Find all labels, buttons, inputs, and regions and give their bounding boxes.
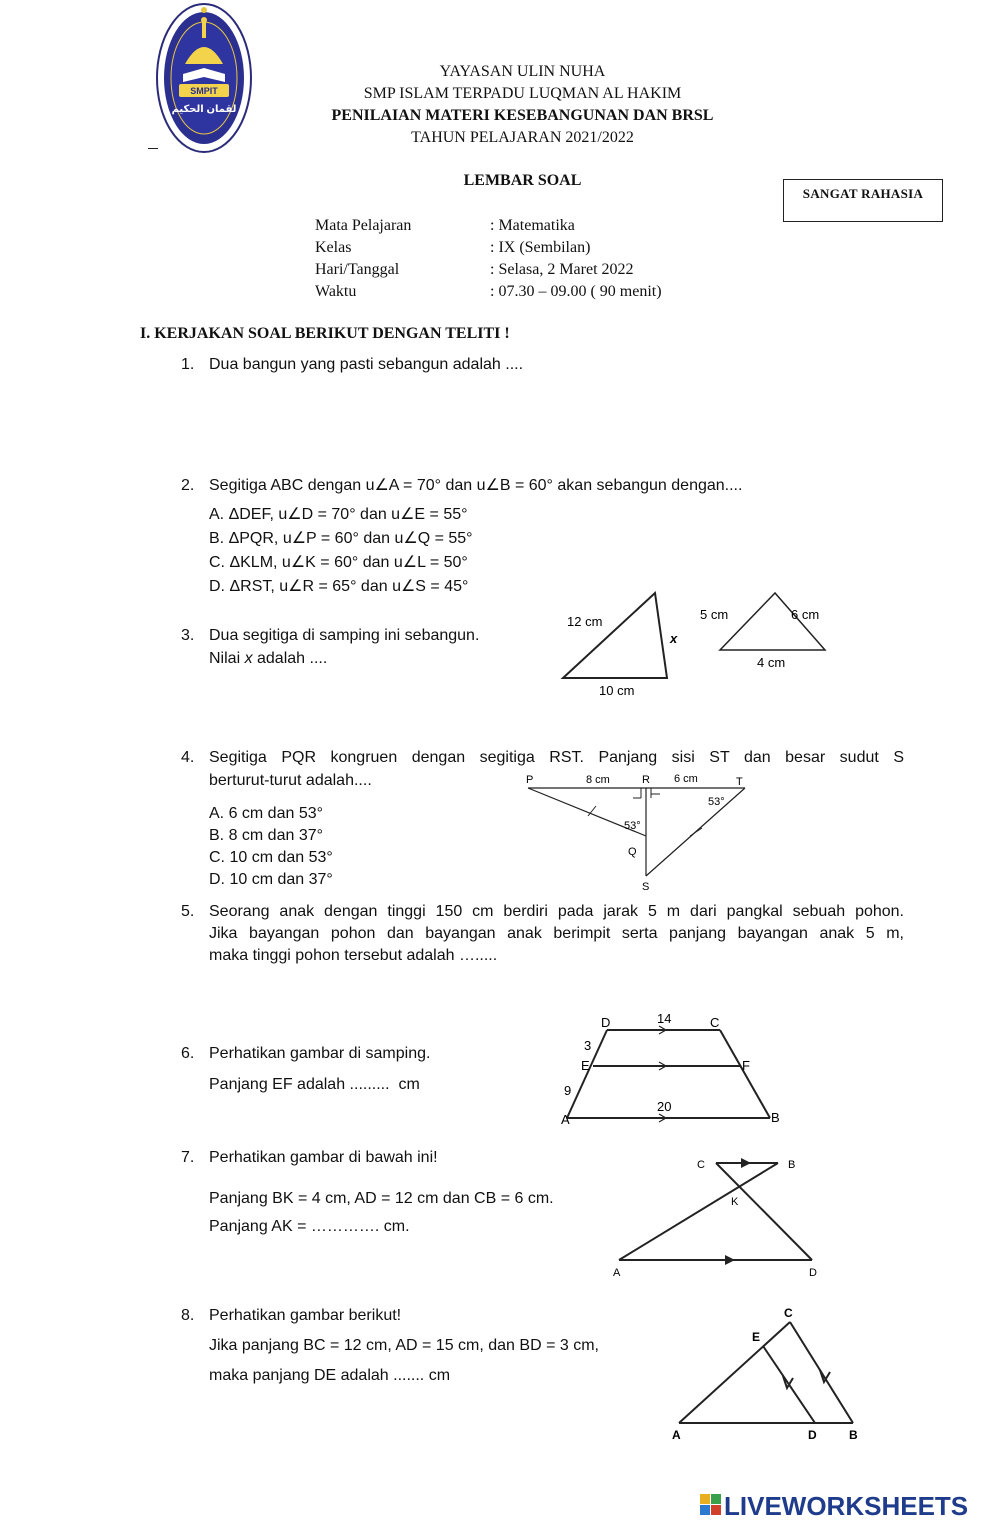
q8-label-d: D bbox=[808, 1428, 817, 1442]
question-4-option: B. 8 cm dan 37° bbox=[209, 827, 324, 844]
q8-label-c: C bbox=[784, 1306, 793, 1320]
info-value: : 07.30 – 09.00 ( 90 menit) bbox=[490, 283, 662, 300]
info-row bbox=[315, 237, 735, 259]
question-8-figure bbox=[665, 1300, 870, 1445]
logo-arabic-text: لقمان الحكيم bbox=[171, 104, 237, 115]
liveworksheets-text: LIVEWORKSHEETS bbox=[724, 1491, 969, 1521]
logo-banner-text: SMPIT bbox=[190, 86, 218, 96]
q4-label-rt: 6 cm bbox=[674, 773, 698, 785]
question-4-figure bbox=[520, 768, 760, 898]
q6-label-b: B bbox=[771, 1110, 780, 1125]
question-2-option: D. ΔRST, u∠R = 65° dan u∠S = 45° bbox=[209, 578, 469, 595]
question-6-figure bbox=[555, 1008, 795, 1130]
q4-angle-q: 53° bbox=[624, 820, 641, 832]
question-2-option: B. ΔPQR, u∠P = 60° dan u∠Q = 55° bbox=[209, 530, 473, 547]
q8-label-e: E bbox=[752, 1330, 761, 1344]
question-3-text-2 bbox=[209, 648, 327, 670]
q3-right-right-label: 6 cm bbox=[791, 607, 820, 622]
question-2-option: A. ΔDEF, u∠D = 70° dan u∠E = 55° bbox=[209, 506, 468, 523]
question-5-line: Seorang anak dengan tinggi 150 cm berdiri pada jarak 5 m dari pangkal sebuah pohon. bbox=[209, 903, 904, 920]
confidential-badge-text: SANGAT RAHASIA bbox=[802, 186, 924, 201]
question-1-text: Dua bangun yang pasti sebangun adalah .... bbox=[209, 356, 524, 373]
school-name: SMP ISLAM TERPADU LUQMAN AL HAKIM bbox=[363, 85, 682, 102]
q6-label-f: F bbox=[742, 1058, 750, 1073]
question-3-number: 3. bbox=[181, 627, 195, 644]
question-4-number: 4. bbox=[181, 749, 195, 766]
info-value: : Matematika bbox=[490, 217, 575, 234]
q4-angle-t: 53° bbox=[708, 796, 725, 808]
question-5-line: Jika bayangan pohon dan bayangan anak berimpit serta panjang bayangan anak 5 m, bbox=[209, 925, 904, 942]
question-3-figure bbox=[555, 585, 845, 700]
info-row bbox=[315, 281, 735, 303]
info-value: : Selasa, 2 Maret 2022 bbox=[490, 261, 634, 278]
q6-label-de: 3 bbox=[584, 1038, 592, 1053]
q3-right-left-label: 5 cm bbox=[700, 607, 729, 622]
q7-label-a: A bbox=[613, 1267, 621, 1279]
confidential-badge bbox=[783, 179, 943, 222]
q6-label-e: E bbox=[581, 1058, 590, 1073]
q4-label-pr: 8 cm bbox=[586, 774, 610, 786]
section-title: I. KERJAKAN SOAL BERIKUT DENGAN TELITI ! bbox=[140, 325, 510, 342]
question-6-number: 6. bbox=[181, 1045, 195, 1062]
q3-left-side-label: 12 cm bbox=[567, 614, 603, 629]
info-row bbox=[315, 215, 735, 237]
info-label: Kelas bbox=[315, 239, 352, 256]
question-5-line: maka tinggi pohon tersebut adalah …..... bbox=[209, 947, 498, 964]
q7-label-d: D bbox=[809, 1267, 817, 1279]
exam-info bbox=[315, 215, 735, 303]
info-label: Mata Pelajaran bbox=[315, 217, 412, 234]
q6-label-c: C bbox=[710, 1015, 720, 1030]
q4-label-t: T bbox=[736, 776, 743, 788]
q6-label-dc: 14 bbox=[657, 1011, 672, 1026]
q7-label-k: K bbox=[731, 1196, 739, 1208]
info-row bbox=[315, 259, 735, 281]
exam-title: PENILAIAN MATERI KESEBANGUNAN DAN BRSL bbox=[331, 107, 714, 124]
question-4-option: D. 10 cm dan 37° bbox=[209, 871, 333, 888]
question-8-text: Perhatikan gambar berikut! bbox=[209, 1307, 402, 1324]
q3-suffix: adalah .... bbox=[252, 650, 328, 667]
question-5-number: 5. bbox=[181, 903, 195, 920]
info-value: : IX (Sembilan) bbox=[490, 239, 591, 256]
q6-label-a: A bbox=[561, 1112, 570, 1127]
q3-prefix: Nilai bbox=[209, 650, 245, 667]
question-4-option: C. 10 cm dan 53° bbox=[209, 849, 333, 866]
q4-label-p: P bbox=[526, 774, 534, 786]
q3-variable: x bbox=[244, 650, 253, 667]
question-7-text-3: Panjang AK = …………. cm. bbox=[209, 1218, 410, 1235]
q7-label-b: B bbox=[788, 1159, 796, 1171]
question-6-text: Perhatikan gambar di samping. bbox=[209, 1045, 431, 1062]
liveworksheets-logo[interactable] bbox=[698, 1490, 996, 1522]
question-6-text-2: Panjang EF adalah ......... cm bbox=[209, 1076, 420, 1093]
question-8-text-2: Jika panjang BC = 12 cm, AD = 15 cm, dan BD = 3 cm, bbox=[209, 1337, 599, 1354]
q6-label-ab: 20 bbox=[657, 1099, 672, 1114]
q3-left-base-label: 10 cm bbox=[599, 683, 635, 698]
question-2-option: C. ΔKLM, u∠K = 60° dan u∠L = 50° bbox=[209, 554, 468, 571]
question-8-number: 8. bbox=[181, 1307, 195, 1324]
question-4-option: A. 6 cm dan 53° bbox=[209, 805, 324, 822]
q8-label-a: A bbox=[672, 1428, 681, 1442]
question-2-number: 2. bbox=[181, 477, 195, 494]
question-7-number: 7. bbox=[181, 1149, 195, 1166]
q8-label-b: B bbox=[849, 1428, 858, 1442]
q3-x-label: x bbox=[670, 631, 678, 646]
q6-label-d: D bbox=[601, 1015, 611, 1030]
foundation-name: YAYASAN ULIN NUHA bbox=[439, 63, 606, 80]
question-2-text: Segitiga ABC dengan u∠A = 70° dan u∠B = 60° akan sebangun dengan.... bbox=[209, 477, 743, 494]
academic-year: TAHUN PELAJARAN 2021/2022 bbox=[411, 129, 634, 146]
question-7-figure bbox=[605, 1152, 830, 1282]
school-logo bbox=[155, 2, 253, 154]
question-8-text-3: maka panjang DE adalah ....... cm bbox=[209, 1367, 451, 1384]
q3-right-base-label: 4 cm bbox=[757, 655, 786, 670]
info-label: Hari/Tanggal bbox=[315, 261, 400, 278]
q6-label-ea: 9 bbox=[564, 1083, 572, 1098]
question-4-text: Segitiga PQR kongruen dengan segitiga RST. Panjang sisi ST dan besar sudut S bbox=[209, 749, 904, 766]
question-1-number: 1. bbox=[181, 356, 195, 373]
info-label: Waktu bbox=[315, 283, 357, 300]
q4-label-q: Q bbox=[628, 846, 637, 858]
sheet-title: LEMBAR SOAL bbox=[463, 172, 582, 189]
question-3-text: Dua segitiga di samping ini sebangun. bbox=[209, 627, 480, 644]
q7-label-c: C bbox=[697, 1159, 705, 1171]
question-4-text-2: berturut-turut adalah.... bbox=[209, 772, 372, 789]
q4-label-s: S bbox=[642, 881, 650, 893]
question-7-text: Perhatikan gambar di bawah ini! bbox=[209, 1149, 438, 1166]
q4-label-r: R bbox=[642, 774, 650, 786]
question-7-text-2: Panjang BK = 4 cm, AD = 12 cm dan CB = 6 cm. bbox=[209, 1190, 554, 1207]
underline-mark bbox=[148, 148, 158, 149]
